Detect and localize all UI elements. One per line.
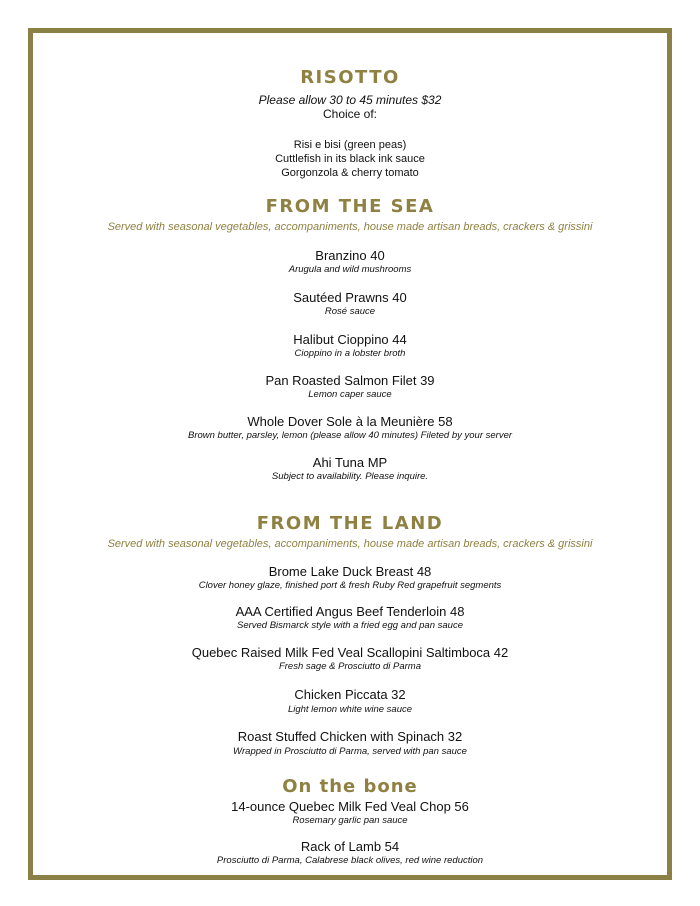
sea-item-desc: Subject to availability. Please inquire. — [271, 471, 429, 482]
risotto-note: Please allow 30 to 45 minutes $32 — [258, 93, 442, 107]
bone-item-desc: Prosciutto di Parma, Calabrese black olives, red wine reduction — [216, 855, 484, 866]
bone-item-name: 14-ounce Quebec Milk Fed Veal Chop 56 — [231, 799, 469, 814]
risotto-option: Risi e bisi (green peas) — [293, 139, 407, 151]
sea-item-name: Pan Roasted Salmon Filet 39 — [265, 373, 435, 388]
land-subtitle: Served with seasonal vegetables, accompaniments, house made artisan breads, crackers & grissini — [107, 538, 593, 550]
land-item-desc: Light lemon white wine sauce — [287, 704, 413, 715]
land-item-name: Quebec Raised Milk Fed Veal Scallopini Saltimboca 42 — [191, 645, 509, 660]
sea-title: FROM THE SEA — [265, 196, 435, 217]
risotto-choice: Choice of: — [322, 107, 378, 121]
sea-subtitle: Served with seasonal vegetables, accompaniments, house made artisan breads, crackers & grissini — [107, 221, 593, 233]
sea-item-name: Ahi Tuna MP — [312, 455, 388, 470]
land-item-desc: Fresh sage & Prosciutto di Parma — [278, 661, 422, 672]
sea-item-name: Whole Dover Sole à la Meunière 58 — [247, 414, 453, 429]
sea-item-desc: Brown butter, parsley, lemon (please allow 40 minutes) Fileted by your server — [187, 430, 513, 441]
sea-item-desc: Arugula and wild mushrooms — [288, 264, 412, 275]
sea-item-name: Halibut Cioppino 44 — [293, 332, 407, 347]
land-item-name: Roast Stuffed Chicken with Spinach 32 — [237, 729, 463, 744]
land-item-name: Chicken Piccata 32 — [294, 687, 406, 702]
risotto-title: RISOTTO — [300, 67, 400, 88]
risotto-option: Gorgonzola & cherry tomato — [281, 167, 419, 179]
sea-item-desc: Cioppino in a lobster broth — [294, 348, 406, 359]
land-title: FROM THE LAND — [256, 513, 444, 534]
sea-item-name: Sautéed Prawns 40 — [293, 290, 407, 305]
risotto-option: Cuttlefish in its black ink sauce — [275, 153, 425, 165]
bone-item-name: Rack of Lamb 54 — [300, 839, 400, 854]
land-item-name: Brome Lake Duck Breast 48 — [268, 564, 432, 579]
bone-title: On the bone — [282, 776, 418, 797]
land-item-desc: Wrapped in Prosciutto di Parma, served with pan sauce — [233, 746, 467, 757]
land-item-desc: Clover honey glaze, finished port & fresh Ruby Red grapefruit segments — [198, 580, 502, 591]
land-item-name: AAA Certified Angus Beef Tenderloin 48 — [235, 604, 465, 619]
sea-item-desc: Rosé sauce — [324, 306, 376, 317]
bone-item-desc: Rosemary garlic pan sauce — [292, 815, 408, 826]
land-item-desc: Served Bismarck style with a fried egg and pan sauce — [236, 620, 463, 631]
sea-item-name: Branzino 40 — [315, 248, 385, 263]
sea-item-desc: Lemon caper sauce — [308, 389, 392, 400]
